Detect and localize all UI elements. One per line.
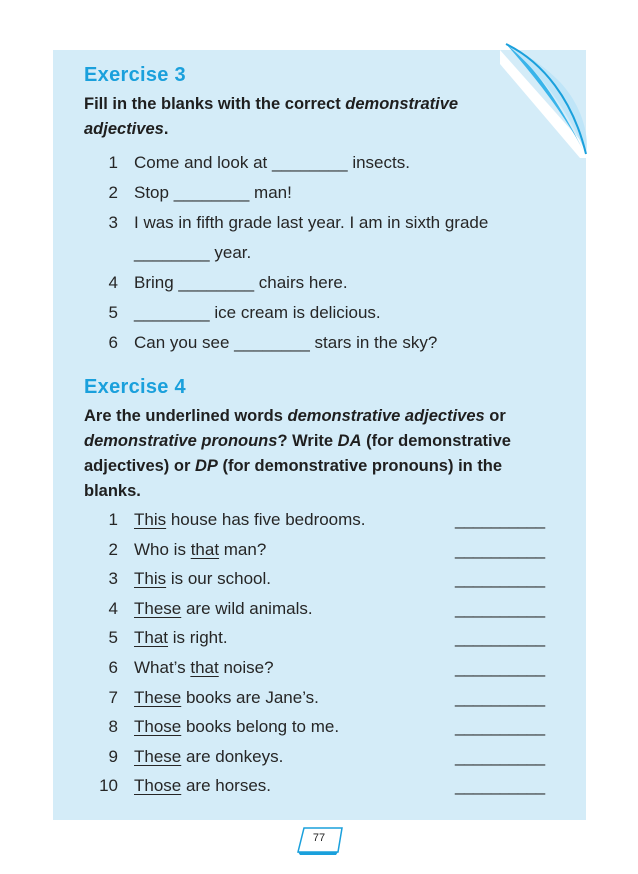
question-number: 4 — [108, 598, 118, 618]
underlined-word: These — [134, 746, 182, 766]
question-text — [134, 714, 339, 740]
question-number: 3 — [108, 569, 118, 589]
question-number: 2 — [108, 183, 118, 202]
underlined-word: Those — [134, 776, 182, 796]
question-text — [134, 150, 410, 176]
question-text — [134, 300, 381, 326]
question-text — [134, 210, 488, 236]
underlined-word: This — [134, 510, 167, 529]
question-text-after: books are Jane’s. — [181, 687, 319, 707]
answer-blank[interactable]: __________ — [455, 717, 545, 737]
answer-blank[interactable]: __________ — [455, 776, 545, 796]
question-text-after: is our school. — [166, 569, 272, 589]
answer-blank[interactable]: __________ — [455, 628, 545, 648]
question-text — [134, 773, 271, 799]
question-number: 6 — [108, 333, 118, 352]
question-text — [134, 625, 228, 651]
exercise-4-instruction: Are the underlined words demonstrative adjectives or demonstrative pronouns? Write DA (for demonstrative adjectives) or DP (for demonstrative pronouns) in the blanks. — [84, 407, 511, 500]
question-text — [134, 330, 437, 356]
question-number: 1 — [108, 153, 118, 172]
question-text-before: Stop ________ man! — [134, 183, 292, 202]
underlined-word: This — [134, 569, 167, 589]
question-text — [134, 596, 313, 622]
question-text — [134, 270, 348, 296]
underlined-word: These — [134, 687, 182, 707]
question-number: 8 — [108, 717, 118, 737]
answer-blank[interactable]: __________ — [455, 510, 545, 529]
exercise-4-title: Exercise 4 — [84, 376, 186, 398]
answer-blank[interactable]: __________ — [455, 687, 545, 707]
question-text — [134, 537, 266, 563]
answer-blank[interactable]: __________ — [455, 746, 545, 766]
answer-blank[interactable]: __________ — [455, 658, 545, 677]
question-text-before: Who is — [134, 539, 191, 559]
underlined-word: That — [134, 628, 169, 648]
question-text — [134, 566, 271, 592]
question-number: 5 — [108, 628, 118, 648]
question-text — [134, 240, 251, 266]
question-text — [134, 655, 274, 681]
question-text-after: man? — [219, 539, 267, 559]
question-text — [134, 685, 319, 711]
question-number: 3 — [108, 213, 118, 232]
question-text — [134, 507, 366, 533]
question-number: 7 — [108, 687, 118, 707]
question-text-before: Bring ________ chairs here. — [134, 273, 348, 292]
answer-blank[interactable]: __________ — [455, 569, 545, 589]
answer-blank[interactable]: __________ — [455, 598, 545, 618]
exercise-3-title: Exercise 3 — [84, 64, 186, 86]
question-text — [134, 744, 283, 770]
question-text — [134, 180, 292, 206]
question-number: 10 — [99, 776, 118, 796]
question-text-before: Can you see ________ stars in the sky? — [134, 333, 438, 352]
question-number: 6 — [108, 658, 118, 677]
question-text-before: ________ ice cream is delicious. — [134, 303, 381, 322]
underlined-word: These — [134, 598, 182, 618]
question-text-before: ________ year. — [134, 243, 252, 262]
question-text-after: house has five bedrooms. — [166, 510, 366, 529]
question-text-after: noise? — [218, 658, 274, 677]
question-text-before: Come and look at ________ insects. — [134, 153, 410, 172]
question-number: 2 — [108, 539, 118, 559]
question-text-after: is right. — [168, 628, 228, 648]
question-text-before: What’s — [134, 658, 191, 677]
underlined-word: that — [190, 539, 220, 559]
question-text-after: are wild animals. — [181, 598, 313, 618]
underlined-word: Those — [134, 717, 182, 737]
question-text-after: books belong to me. — [181, 717, 340, 737]
exercise-3-instruction: Fill in the blanks with the correct demonstrative adjectives. — [84, 95, 459, 138]
page-number: 77 — [312, 832, 326, 844]
question-number: 4 — [108, 273, 118, 292]
underlined-word: that — [190, 658, 219, 677]
question-number: 9 — [108, 746, 118, 766]
question-number: 5 — [108, 303, 118, 322]
question-text-after: are horses. — [181, 776, 272, 796]
question-number: 1 — [108, 510, 118, 529]
question-text-before: I was in fifth grade last year. I am in sixth grade — [134, 213, 489, 232]
question-text-after: are donkeys. — [181, 746, 284, 766]
answer-blank[interactable]: __________ — [455, 539, 545, 559]
